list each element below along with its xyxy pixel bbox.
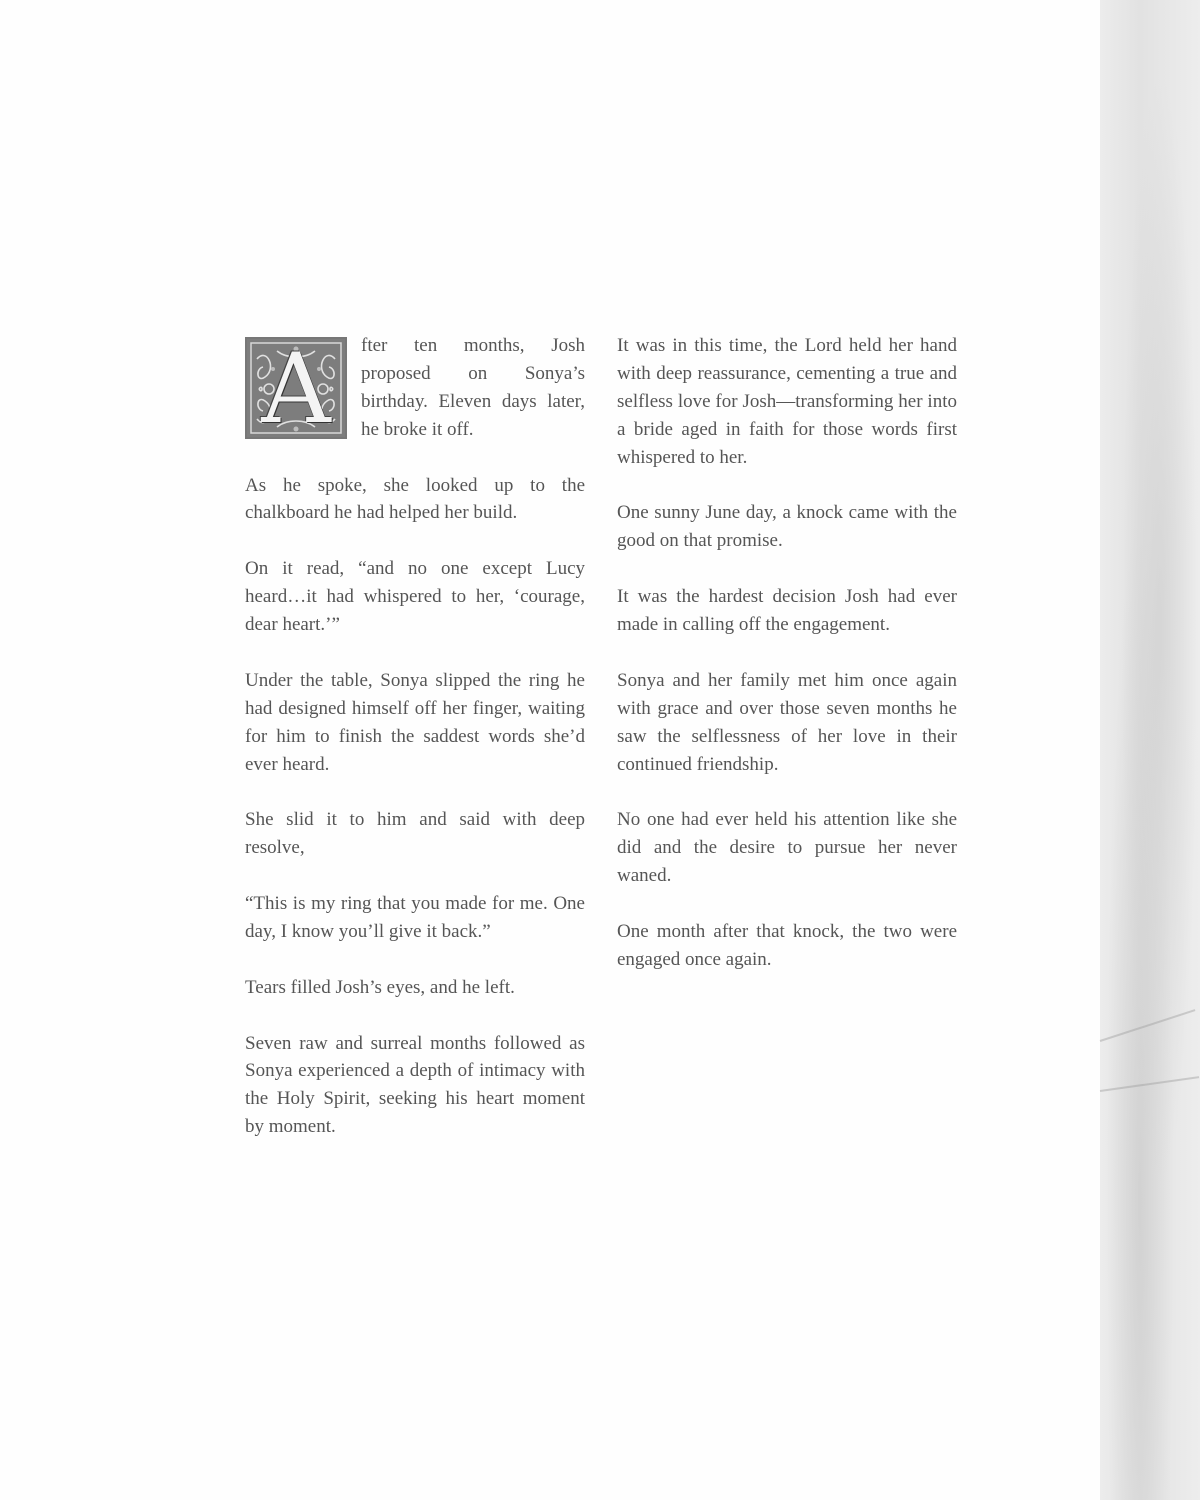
- ornamental-letter-a-icon: [245, 337, 347, 439]
- paragraph-9: It was in this time, the Lord held her hand with deep reassurance, cementing a true and selfless love for Josh—transforming her into a bride aged in faith for those words first whispered to her.: [617, 335, 957, 468]
- paper-texture-edge: [1100, 0, 1200, 1500]
- paragraph-11: It was the hardest decision Josh had ever made in calling off the engagement.: [617, 586, 957, 636]
- paragraph-7: Tears filled Josh’s eyes, and he left.: [245, 976, 515, 998]
- paragraph-13: No one had ever held his attention like she did and the desire to pursue her never waned.: [617, 809, 957, 887]
- paragraph-2: As he spoke, she looked up to the chalkboard he had helped her build.: [245, 474, 585, 524]
- paragraph-5: She slid it to him and said with deep resolve,: [245, 809, 585, 859]
- paper-crease: [1100, 1009, 1196, 1042]
- paper-crease: [1100, 1076, 1199, 1092]
- paragraph-3: On it read, “and no one except Lucy heard…it had whispered to her, ‘courage, dear heart.’”: [245, 558, 585, 636]
- paragraph-8: Seven raw and surreal months followed as Sonya experienced a depth of intimacy with the Holy Spirit, seeking his heart moment by moment.: [245, 1032, 585, 1138]
- paragraph-1-text: fter ten months, Josh proposed on Sonya’s birthday. Eleven days later, he broke it off.: [361, 335, 585, 440]
- paragraph-14: One month after that knock, the two were engaged once again.: [617, 920, 957, 970]
- right-column: [617, 332, 957, 1002]
- left-column: [245, 332, 585, 1169]
- paragraph-10: One sunny June day, a knock came with the good on that promise.: [617, 502, 957, 552]
- paragraph-1: [245, 332, 585, 444]
- dropcap-letter: A: [261, 337, 331, 439]
- paragraph-4: Under the table, Sonya slipped the ring he had designed himself off her finger, waiting for him to finish the saddest words she’d ever heard.: [245, 669, 585, 775]
- paragraph-12: Sonya and her family met him once again with grace and over those seven months he saw the selflessness of her love in their continued friendship.: [617, 669, 957, 775]
- paragraph-6: “This is my ring that you made for me. One day, I know you’ll give it back.”: [245, 893, 585, 942]
